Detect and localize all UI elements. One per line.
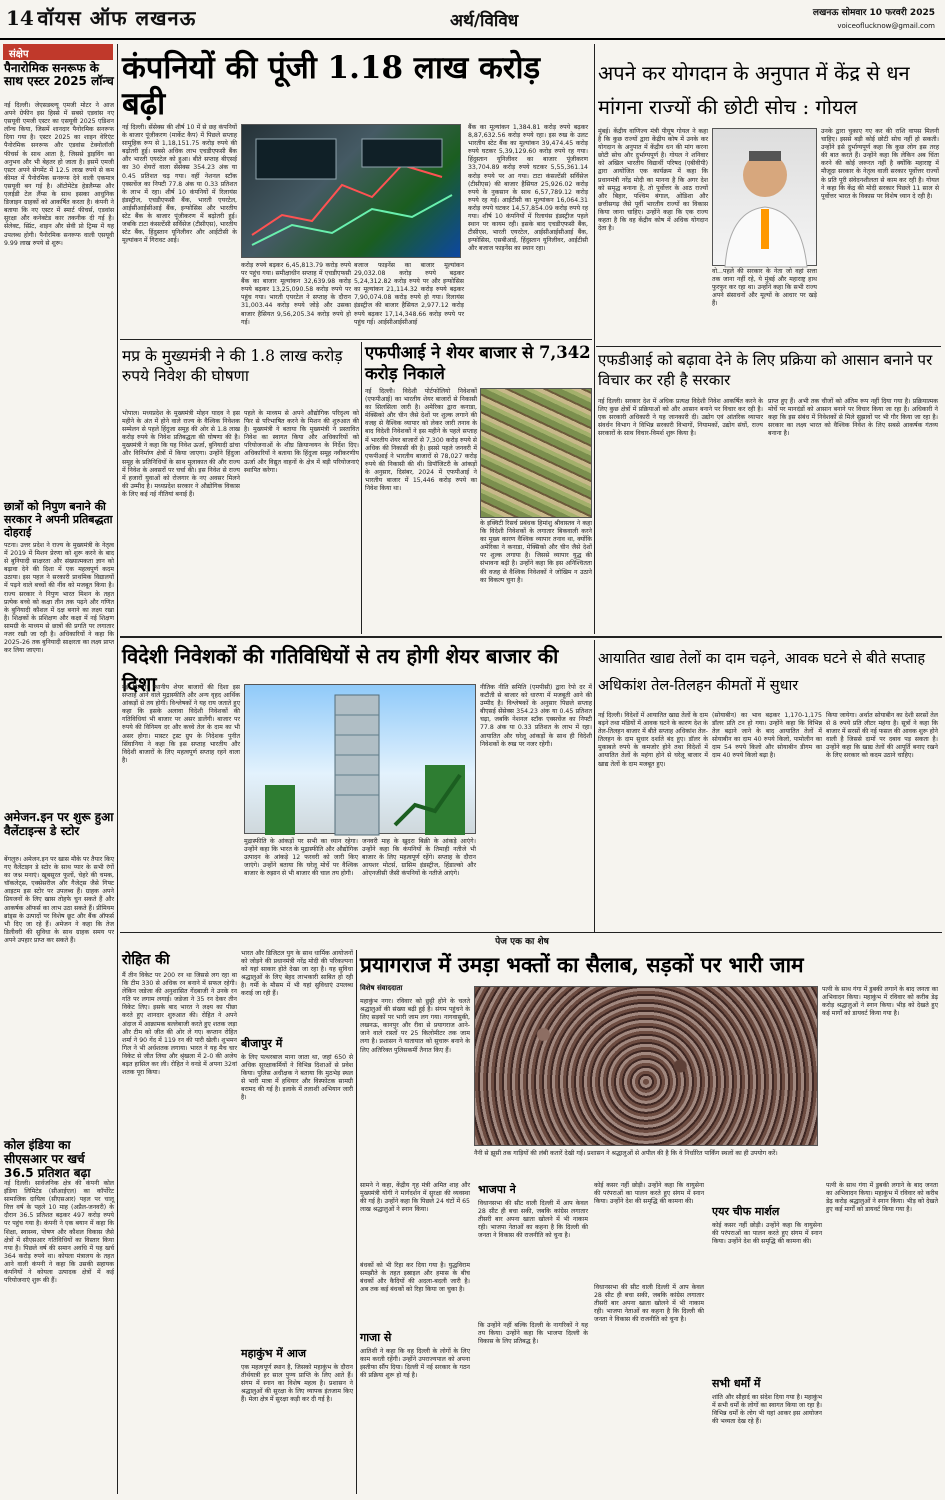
a2-rule [596,346,941,347]
a4-body: नई दिल्ली। विदेशी पोर्टफोलियो निवेशकों (एफपीआई) का भारतीय शेयर बाजारों से निकासी का सिलसिला जारी है। अमेरिका द्वारा कनाडा, मेक्सिको और चीन जैसे देशों पर शुल्क लगाने की वजह से वैश्विक व्यापार को लेकर जारी तनाव के बाद विदेशी निवेशकों ने इस महीने के पहले सप्ताह में भारतीय शेयर बाजारों से 7,300 करोड़ रुपये से अधिक की निकासी की है। इससे पहले जनवरी में एफपीआई ने भारतीय बाजारों से 78,027 करोड़ रुपये की निकासी की थी। डिपॉजिटरी के आंकड़ों के अनुसार, दिसंबर, 2024 में एफपीआई ने भारतीय बाजार में 15,446 करोड़ रुपये का निवेश किया था। [365,388,477,493]
sidebar-story-3-title: अमेजन.इन पर शुरू हुआ वैलेंटाइन्स डे स्टोर [4,810,114,838]
a9-body-10: शांति और सौहार्द का संदेश दिया गया है। महाकुंभ में सभी धर्मों के लोगों का स्वागत किया जा रहा है। विभिन्न धर्मों के लोग भी यहां आकर इस आयोजन की भव्यता देख रहे हैं। [712,1394,822,1426]
a1-body: नई दिल्ली। सेंसेक्स की शीर्ष 10 में से छह कंपनियों के बाजार पूंजीकरण (मार्केट कैप) में पिछले सप्ताह सामूहिक रूप से 1,18,151.75 करोड़ रुपये की बढ़ोतरी हुई। सबसे अधिक लाभ एचडीएफसी बैंक और भारती एयरटेल को हुआ। बीते सप्ताह बीएसई का 30 शेयरों वाला सेंसेक्स 354.23 अंक या 0.45 प्रतिशत चढ़ गया। वहीं नेशनल स्टॉक एक्सचेंज का निफ्टी 77.8 अंक या 0.33 प्रतिशत के लाभ में रहा। शीर्ष 10 कंपनियों में रिलायंस इंडस्ट्रीज, एचडीएफसी बैंक, भारती एयरटेल, आईसीआईसीआई बैंक, इन्फोसिस और भारतीय स्टेट बैंक के बाजार पूंजीकरण में बढ़ोतरी हुई। जबकि टाटा कंसल्टेंसी सर्विसेज (टीसीएस), भारतीय स्टेट बैंक, हिंदुस्तान यूनिलीवर और आईटीसी के मूल्यांकन में गिरावट आई। [122,124,237,245]
a2-goyal-portrait [712,128,817,266]
sidebar-story-2-body: पटना। उत्तर प्रदेश ने राज्य के मुख्यमंत्री के नेतृत्व में 2019 में मिशन प्रेरणा को शुरू करने के बाद से बुनियादी साक्षरता और संख्यात्मकता ज्ञान को बढ़ावा देने की दिशा में एक महत्वपूर्ण कदम उठाया। इस पहल ने सरकारी प्राथमिक विद्यालयों में पढ़ने वाले बच्चों की नींव को मजबूत किया है। राज्य सरकार ने निपुण भारत मिशन के तहत प्रत्येक बच्चे को कक्षा तीन तक पढ़ने और गणित के बुनियादी कौशल में दक्ष बनाने का लक्ष्य रखा है। शिक्षकों के प्रशिक्षण और कक्षा में नई शिक्षण सामग्री के माध्यम से छात्रों की प्रगति पर लगातार नजर रखी जा रही है। अधिकारियों ने कहा कि 2025-26 तक बुनियादी साक्षरता का लक्ष्य प्राप्त कर लिया जाएगा। [4,542,114,655]
a9-sub-air: एयर चीफ मार्शल [712,1205,780,1218]
a9-sub-sabhi: सभी धर्मों में [712,1377,761,1390]
a1-body-2: करोड़ रुपये बढ़कर 6,45,813.79 करोड़ रुपये पर पहुंच गया। समीक्षाधीन सप्ताह में एचडीएफसी बैंक का बाजार मूल्यांकन 32,639.98 करोड़ रुपये बढ़कर 13,25,090.58 करोड़ रुपये पर पहुंच गया। भारती एयरटेल ने सप्ताह के दौरान 31,003.44 करोड़ रुपये जोड़े और उसका बाजार हैसियत 9,56,205.34 करोड़ रुपये हो गई। [241,262,351,326]
a8-sub-bijapur: बीजापुर में [241,1037,283,1050]
a9-body-2b: पत्नी के साथ गंगा में डुबकी लगाने के बाद जनता का अभिवादन किया। महाकुंभ में रविवार को करीब डेढ़ करोड़ श्रद्धालुओं ने स्नान किया। भीड़ को देखते हुए कई मार्गों को डायवर्ट किया गया है। [826,1182,938,1214]
page-number: 14 [6,6,34,30]
a5-headline: एफडीआई को बढ़ावा देने के लिए प्रक्रिया को आसान बनाने पर विचार कर रही है सरकार [598,351,933,389]
a2-body: मुंबई। केंद्रीय वाणिज्य मंत्री पीयूष गोयल ने कहा है कि कुछ राज्यों द्वारा केंद्रीय कोष में उनके कर योगदान के अनुपात में केंद्रीय धन की मांग करना छोटी सोच और दुर्भाग्यपूर्ण है। गोयल ने शनिवार को अखिल भारतीय विद्यार्थी परिषद (एबीवीपी) द्वारा आयोजित एक कार्यक्रम में कहा कि प्रधानमंत्री नरेंद्र मोदी का मानना है कि अगर देश को समृद्ध बनाना है, तो पूर्वोत्तर के आठ राज्यों और बिहार, पश्चिम बंगाल, ओडिशा और छत्तीसगढ़ जैसे पूर्वी भारतीय राज्यों का विकास किया जाना चाहिए। उन्होंने कहा कि एक राज्य कहता है कि वह केंद्रीय कोष में अधिक योगदान देता है। [598,128,708,233]
a4-headline: एफपीआई ने शेयर बाजार से 7,342 करोड़ निकाले [365,343,591,383]
a6-body-2: मुद्रास्फीति के आंकड़ों पर सभी का ध्यान रहेगा। उन्होंने कहा कि भारत के मुद्रास्फीति और औद्योगिक उत्पादन के आंकड़े 12 फरवरी को जारी किए जाएंगे। उन्होंने बताया कि घरेलू मोर्चे पर वैश्विक बाजार के रुझान से भी बाजार की चाल तय होगी। [244,838,358,878]
header-masthead-block [6,4,196,31]
mid-rule [120,636,942,638]
sidebar-story-1-body: नई दिल्ली। जेएसडब्ल्यू एमजी मोटर ने आज अपने ग्रेफीन इस हिस्से में सबसे एडवांस नए एसयूवी एमजी एस्टर का एसयूवी 2025 एडिशन लॉन्च किया, जिसमें शानदार पैनोरमिक सनरूफ दिया गया है। एस्टर 2025 का शाइन वेरिएंट पैनोरमिक सनरूफ और एडवांस टेक्नोलॉजी फीचर्स के साथ आता है, जिससे ड्राइविंग का अनुभव और भी बेहतर हो जाता है। इसमें एमजी एस्टर अपने सेगमेंट में 12.5 लाख रुपये से कम कीमत में पैनोरमिक सनरूफ देने वाली एकमात्र एसयूवी बन गई है। ऑटोमेटेड हेडलैम्प्स और एलईडी टेल लैंप्स के साथ इसका आधुनिक डिजाइन ग्राहकों को आकर्षित करता है। कंपनी ने बताया कि नए एस्टर में स्मार्ट फीचर्स, एडवांस सुरक्षा और कनेक्टेड कार तकनीक दी गई है। सेलेक्ट, स्प्रिंट, शाइन और सेवी प्रो ट्रिम्स में यह उपलब्ध होगी। पैनोरमिक सनरूफ वाली एसयूवी 9.99 लाख रुपये से शुरू। [4,102,114,247]
sidebar-story-1-title: पैनारोमिक सनरूफ के साथ एस्टर 2025 लॉन्च [4,61,114,88]
a9-body-8: आतिशी ने कहा कि वह दिल्ली के लोगों के लिए काम करती रहेंगी। उन्होंने उपराज्यपाल को अपना इस्तीफा सौंप दिया। दिल्ली में नई सरकार के गठन की प्रक्रिया शुरू हो गई है। [360,1348,470,1380]
a5-body: नई दिल्ली। सरकार देश में अधिक प्रत्यक्ष विदेशी निवेश आकर्षित करने के लिए कुछ क्षेत्रों में प्रक्रियाओं को और आसान बनाने पर विचार कर रही है। एक सरकारी अधिकारी ने यह जानकारी दी। उद्योग एवं आंतरिक व्यापार संवर्धन विभाग ने विभिन्न सरकारी विभागों, नियामकों, उद्योग संघों, राज्य सरकारों के साथ विचार-विमर्श शुरू किया है। [598,398,763,438]
sidebar-story-3-body: बेंगलुरु। अमेजन.इन पर खास मौके पर तैयार किए गए वैलेंटाइन डे स्टोर के साथ प्यार के सभी रंगों का जश्न मनाएं। खूबसूरत फूलों, चेहरे की चमक, चॉकलेट्स, एक्सेसरीज और गैजेट्स जैसे गिफ्ट आइटम इस स्टोर पर उपलब्ध हैं। ग्राहक अपने प्रियजनों के लिए खास तोहफे चुन सकते हैं और आकर्षक ऑफर्स का लाभ उठा सकते हैं। प्रीमियम ब्रांड्स के उत्पादों पर विशेष छूट और बैंक ऑफर्स भी दिए जा रहे हैं। अमेजन ने कहा कि तेज डिलीवरी की सुविधा के साथ ग्राहक समय पर अपने उपहार प्राप्त कर सकते हैं। [4,856,114,944]
a9-body-9: कोई कसर नहीं छोड़ी। उन्होंने कहा कि वायुसेना की परंपराओं का पालन करते हुए संगम में स्नान किया। उन्होंने देश की समृद्धि की कामना की। [594,1182,704,1206]
a9-byline: विशेष संवाददाता [360,984,403,992]
a7-body-3: किया जायेगा। अर्थात सोयाबीन का देशी सरसों तेल से 8 रुपये प्रति लीटर महंगा है। सूत्रों ने कहा कि बाजार में सरसों की नई फसल की आवक शुरू होने वाली है जिससे दामों पर दबाव पड़ सकता है। उन्होंने कहा कि खाद्य तेलों की आपूर्ति बनाए रखने के लिए सरकार को कदम उठाने चाहिए। [826,712,938,760]
a8-sub-mahakumbh: महाकुंभ में आज [241,1347,307,1360]
continued-label: पेज एक का शेष [495,937,549,947]
a1-rule [120,339,592,340]
a9-headline: प्रयागराज में उमड़ा भक्तों का सैलाब, सड़कों पर भारी जाम [360,952,804,977]
page-header [0,0,945,40]
a6-body-3: जनवरी माह के खुदरा बिक्री के आंकड़े आएंगे। उन्होंने कहा कि कंपनियों के तिमाही नतीजे भी बाजार के लिए महत्वपूर्ण रहेंगे। सप्ताह के दौरान आयशर मोटर्स, ग्रासिम इंडस्ट्रीज, हिंडाल्को और ओएनजीसी जैसी कंपनियों के नतीजे आएंगे। [362,838,476,878]
a3-body: भोपाल। मध्यप्रदेश के मुख्यमंत्री मोहन यादव ने इस महीने के अंत में होने वाले राज्य के वैश्विक निवेशक सम्मेलन से पहले हिंदुजा समूह की ओर से 1.8 लाख करोड़ रुपये के निवेश प्रतिबद्धता की घोषणा की है। मुख्यमंत्री ने कहा कि यह निवेश ऊर्जा, बुनियादी ढांचा और विनिर्माण क्षेत्रों में किया जाएगा। उन्होंने हिंदुजा समूह के प्रतिनिधियों के साथ मुलाकात की और राज्य में निवेश के अवसरों पर चर्चा की। इस निवेश से राज्य में हजारों युवाओं को रोजगार के नए अवसर मिलने की उम्मीद है। मध्यप्रदेश सरकार ने औद्योगिक विकास के लिए कई नई नीतियां बनाई हैं। [122,410,240,498]
a9-sub-gaja: गाजा से [360,1331,392,1344]
a9-body-3: नैनी से झूसी तक गाड़ियों की लंबी कतारें देखी गईं। प्रशासन ने श्रद्धालुओं से अपील की है कि वे निर्धारित पार्किंग स्थलों का ही उपयोग करें। [474,1150,778,1157]
sidebar-label: संक्षेप [3,44,113,60]
a9-body: महाकुंभ नगर। रविवार को छुट्टी होने के चलते श्रद्धालुओं की संख्या बढ़ी हुई है। संगम पहुंचने के लिए सड़कों पर भारी जाम लग गया। नागवासुकी, लखनऊ, कानपुर और रीवा से प्रयागराज आने-जाने वाले रास्तों पर 25 किलोमीटर तक जाम लगा है। प्रशासन ने यातायात को सुचारू बनाने के लिए अतिरिक्त पुलिसकर्मी तैनात किए हैं। [360,998,470,1054]
a6-bse-building-photo [244,684,476,834]
a7-headline: आयातित खाद्य तेलों का दाम चढ़ने, आवक घटने से बीते सप्ताह अधिकांश तेल-तिलहन कीमतों में सुधार [598,651,926,694]
sidebar-divider [117,44,118,1494]
a2-headline: अपने कर योगदान के अनुपात में केंद्र से धन मांगना राज्यों की छोटी सोच : गोयल [598,61,910,119]
sidebar-story-4-title: कोल इंडिया का सीएसआर पर खर्च 36.5 प्रतिशत बढ़ा [4,1138,91,1180]
currency-notes-icon [481,389,591,517]
bull-building-icon [245,685,477,835]
section-title: अर्थ/विविध [450,11,519,31]
sidebar-story-2-title: छात्रों को निपुण बनाने की सरकार ने अपनी प्रतिबद्धता दोहराई [4,500,113,539]
a8-body-3: के लिए पत्थरबाज माना जाता था, जहां 650 से अधिक सुरक्षाकर्मियों ने विभिन्न दिशाओं से प्रवेश किया। पुलिस अधीक्षक ने बताया कि मुठभेड़ स्थल से भारी मात्रा में हथियार और विस्फोटक सामग्री बरामद की गई है। इलाके में तलाशी अभियान जारी है। [241,1054,353,1102]
a8-body-4: एक महत्वपूर्ण स्थान है, जिसको महाकुंभ के दौरान तीर्थयात्री हर साल पुण्य प्राप्ति के लिए आते हैं। संगम में स्नान का विशेष महत्व है। प्रशासन ने श्रद्धालुओं की सुरक्षा के लिए व्यापक इंतजाम किए हैं। मेला क्षेत्र में सुरक्षा कड़ी कर दी गई है। [241,1364,353,1404]
a9-body-4: सामने ने कहा, केंद्रीय गृह मंत्री अमित शाह और मुख्यमंत्री योगी ने मार्गदर्शन में सुरक्षा की व्यवस्था की गई है। उन्होंने कहा कि पिछले 24 घंटों में 65 लाख श्रद्धालुओं ने स्नान किया। [360,1182,470,1214]
a6-body: नई दिल्ली। स्थानीय शेयर बाजारों की दिशा इस सप्ताह आने वाले मुद्रास्फीति और अन्य वृहद आर्थिक आंकड़ों से तय होगी। विश्लेषकों ने यह राय जताते हुए कहा कि इसके अलावा विदेशी निवेशकों की गतिविधियां भी बाजार पर असर डालेंगी। बाजार पर रुपये की विनिमय दर और कच्चे तेल के दाम का भी असर होगा। मास्टर ट्रस्ट ग्रुप के निदेशक पुनीत सिंघानिया ने कहा कि इस सप्ताह भारतीय और विदेशी बाजारों के लिए महत्वपूर्ण सप्ताह रहने वाला है। [122,684,240,764]
a4-currency-photo [480,388,592,518]
a8-body-2: भारत और डिजिटल युग के साथ धार्मिक आयोजनों को जोड़ने की प्रधानमंत्री नरेंद्र मोदी की परिकल्पना को यहां साकार होते देखा जा रहा है। यह सुविधा श्रद्धालुओं के लिए बेहद लाभकारी साबित हो रही है। गर्मी के मौसम में भी यहां सुविधाएं उपलब्ध कराई जा रही हैं। [241,950,353,998]
a2-body-3: उनके द्वारा चुकाए गए कर की राशि वापस मिलनी चाहिए। इससे बड़ी कोई छोटी सोच नहीं हो सकती। उन्होंने इसे दुर्भाग्यपूर्ण कहा कि कुछ लोग इस तरह की बात करते हैं। उन्होंने कहा कि लेकिन अब चिंता करने की कोई जरूरत नहीं है क्योंकि महाराष्ट्र में मौजूदा सरकार के नेतृत्व वाली सरकार पूर्वोत्तर राज्यों के प्रति पूरी संवेदनशीलता से काम कर रही है। गोयल ने कहा कि केंद्र की मोदी सरकार पिछले 11 साल से पूर्वोत्तर भारत के विकास पर विशेष ध्यान दे रही है। [821,128,939,200]
lower-divider [120,932,942,933]
column-divider [594,44,595,634]
a1-headline: कंपनियों की पूंजी 1.18 लाख करोड़ बढ़ी [122,50,541,122]
a2-body-2: वो...पहले की सरकार के नेता जो वहां सत्ता तक जाना नहीं रहे, ये मुंबई और महाराष्ट्र हाथ फुरफुर कर रहा था। उन्होंने कहा कि सभी राज्य अपने संसाधनों और मूल्यों के आधार पर खड़े हैं। [712,268,817,308]
website: voiceoflucknow@gmail.com [837,22,935,30]
a1-stock-exchange-photo [241,124,461,258]
a7-body: नई दिल्ली। विदेशों में आयातित खाद्य तेलों के दाम बढ़ने तथा मंडियों में आवक घटने के कारण देश के तेल-तिलहन बाजार में बीते सप्ताह अधिकांश तेल-तिलहन के दाम सुधार दर्शाते बंद हुए। डॉलर के मुकाबले रुपये के कमजोर होने तथा विदेशों में आयातित तेलों के महंगा होने से घरेलू बाजार में खाद्य तेलों के दाम मजबूत हुए। [598,712,708,768]
a9-body-5b: विधानसभा की सीट वाली दिल्ली में आप केवल 28 सीट ही बचा सकी, जबकि कांग्रेस लगातार तीसरी बार अपना खाता खोलने में भी नाकाम रही। भाजपा नेताओं का कहना है कि दिल्ली की जनता ने विकास की राजनीति को चुना है। [594,1284,704,1324]
crowd-icon [475,987,817,1145]
masthead: वॉयस ऑफ लखनऊ [37,6,197,30]
a8-headline: रोहित की [122,952,170,968]
a1-body-4: बैंक का मूल्यांकन 1,384.81 करोड़ रुपये बढ़कर 8,87,632.56 करोड़ रुपये रहा। इस रुख के उलट भारतीय स्टेट बैंक का मूल्यांकन 39,474.45 करोड़ रुपये घटकर 5,39,129.60 करोड़ रुपये रह गया। हिंदुस्तान यूनिलीवर का बाजार पूंजीकरण 33,704.89 करोड़ रुपये घटकर 5,55,361.14 करोड़ रुपये पर आ गया। टाटा कंसल्टेंसी सर्विसेज (टीसीएस) की बाजार हैसियत 25,926.02 करोड़ रुपये के नुकसान के साथ 6,57,789.12 करोड़ रुपये रह गई। आईटीसी का मूल्यांकन 16,064.31 करोड़ रुपये घटकर 14,57,854.09 करोड़ रुपये रह गया। शीर्ष 10 कंपनियों में रिलायंस इंडस्ट्रीज पहले स्थान पर कायम रही। इसके बाद एचडीएफसी बैंक, टीसीएस, भारती एयरटेल, आईसीआईसीआई बैंक, इन्फोसिस, एसबीआई, हिंदुस्तान यूनिलीवर, आईटीसी और बजाज फाइनेंस का स्थान रहा। [468,124,588,253]
sidebar-story-4-body: नई दिल्ली। सार्वजनिक क्षेत्र की कंपनी कोल इंडिया लिमिटेड (सीआईएल) का कॉर्पोरेट सामाजिक दायित्व (सीएसआर) पहल पर चालू वित्त वर्ष के पहले 10 माह (अप्रैल-जनवरी) के दौरान 36.5 प्रतिशत बढ़कर 497 करोड़ रुपये पर पहुंच गया है। कंपनी ने एक बयान में कहा कि शिक्षा, स्वास्थ्य, पोषण और कौशल विकास जैसे क्षेत्रों में सीएसआर गतिविधियों का विस्तार किया गया है। पिछले वर्ष की समान अवधि में यह खर्च 364 करोड़ रुपये था। कोयला मंत्रालय के तहत आने वाली कंपनी ने कहा कि उसकी सहायक कंपनियों ने कोयला उत्पादक क्षेत्रों में कई परियोजनाएं शुरू की हैं। [4,1180,114,1285]
a9-crowd-photo [474,986,818,1146]
a9-body-5: विधानसभा की सीट वाली दिल्ली में आप केवल 28 सीट ही बचा सकी, जबकि कांग्रेस लगातार तीसरी बार अपना खाता खोलने में भी नाकाम रही। भाजपा नेताओं का कहना है कि दिल्ली की जनता ने विकास की राजनीति को चुना है। [478,1200,588,1240]
a9-body-6: कि उन्होंने नहीं बल्कि दिल्ली के नागरिकों ने यह तय किया। उन्होंने कहा कि भाजपा दिल्ली के विकास के लिए प्रतिबद्ध है। [478,1322,588,1346]
person-portrait-icon [713,129,818,267]
a9-body-2: पत्नी के साथ गंगा में डुबकी लगाने के बाद जनता का अभिवादन किया। महाकुंभ में रविवार को करीब डेढ़ करोड़ श्रद्धालुओं ने स्नान किया। भीड़ को देखते हुए कई मार्गों को डायवर्ट किया गया है। [822,986,938,1018]
a6-body-4: नीतिक नीति समिति (एमपीसी) द्वारा रेपो दर में कटौती से बाजार को धारणा में मजबूती आने की उम्मीद है। विश्लेषकों के अनुसार पिछले सप्ताह बीएसई सेंसेक्स 354.23 अंक या 0.45 प्रतिशत चढ़ा, जबकि नेशनल स्टॉक एक्सचेंज का निफ्टी 77.8 अंक या 0.33 प्रतिशत के लाभ में रहा। आयातित और घरेलू आंकड़ों के साथ ही विदेशी निवेशकों के रुख पर नजर रहेगी। [480,684,592,748]
a7-body-2: (सोयाबीन) का भाव बढ़कर 1,170-1,175 डॉलर प्रति टन हो गया। उन्होंने कहा कि विभिन्न तेल बढ़ाने जाने के बाद आयातित तेलों में सोयाबीन का दाम 40 रुपये किलो, पामोलीन का दाम 54 रुपये किलो और सोयाबीन डीगम का दाम 40 रुपये किलो बढ़ा है। [712,712,822,760]
a3-headline: मप्र के मुख्यमंत्री ने की 1.8 लाख करोड़ रुपये निवेश की घोषणा [122,347,343,385]
a1-body-3: बजाज फाइनेंस का बाजार मूल्यांकन 29,032.08 करोड़ रुपये बढ़कर 5,24,312.82 करोड़ रुपये पर और इन्फोसिस का मूल्यांकन 21,114.32 करोड़ रुपये बढ़कर 7,90,074.08 करोड़ रुपये हो गया। रिलायंस इंडस्ट्रीज की बाजार हैसियत 2,977.12 करोड़ रुपये बढ़कर 17,14,348.66 करोड़ रुपये पर पहुंच गई। आईसीआईसीआई [354,262,464,326]
a6-divider [594,640,595,932]
monitor-graph-icon [242,125,462,259]
a3-divider [361,342,362,634]
a3-body-2: पहले के माध्यम से अपने औद्योगिक परिदृश्य को फिर से परिभाषित करने के मिशन की शुरुआत की है। मुख्यमंत्री ने बताया कि मुख्यमंत्री ने प्रस्तावित निवेश का स्वागत किया और अधिकारियों को परियोजनाओं के शीघ्र क्रियान्वयन के निर्देश दिए। अधिकारियों ने बताया कि हिंदुजा समूह नवीकरणीय ऊर्जा और विद्युत वाहनों के क्षेत्र में बड़ी परियोजनाएं स्थापित करेगा। [244,410,359,474]
a9-body-9b: कोई कसर नहीं छोड़ी। उन्होंने कहा कि वायुसेना की परंपराओं का पालन करते हुए संगम में स्नान किया। उन्होंने देश की समृद्धि की कामना की। [712,1222,822,1246]
a8-divider [356,950,357,1494]
a5-body-2: प्राप्त हुए हैं। अभी तक चीजों को अंतिम रूप नहीं दिया गया है। प्रक्रियात्मक मोर्चे पर मानदंडों को आसान बनाने पर विचार किया जा रहा है। अधिकारी ने कहा कि इस संबंध में निवेशकों से मिले सुझावों पर भी गौर किया जा रहा है। सरकार का लक्ष्य भारत को वैश्विक निवेश के लिए सबसे आकर्षक गंतव्य बनाना है। [768,398,938,438]
a8-body: मैं तीन विकेट पर 200 रन था जिससे लग रहा था कि टीम 330 से अधिक रन बनाने में सफल रहेगी। लेकिन जडेजा की अनुशासित गेंदबाजी ने उनके रन गति पर लगाम लगाई। जडेजा ने 35 रन देकर तीन विकेट लिए। इसके बाद भारत ने लक्ष्य का पीछा करते हुए शानदार शुरुआत की। रोहित ने अपने अंदाज में आक्रामक बल्लेबाजी करते हुए शतक जड़ा और टीम को जीत की ओर ले गए। कप्तान रोहित शर्मा ने 90 गेंद में 119 रन की पारी खेली। शुभमन गिल ने भी अर्धशतक लगाया। भारत ने यह मैच चार विकेट से जीत लिया और श्रृंखला में 2-0 की अजेय बढ़त हासिल कर ली। रोहित ने वनडे में अपना 32वां शतक पूरा किया। [122,972,237,1077]
a9-sub-bhajpa: भाजपा ने [478,1183,516,1196]
dateline: लखनऊ सोमवार 10 फरवरी 2025 [812,8,935,18]
a4-body-2: के इक्विटी रिसर्च प्रबंधक हिमांशु श्रीवास्तव ने कहा कि विदेशी निवेशकों के लगातार बिकवाली करने का मुख्य कारण वैश्विक व्यापार तनाव था, क्योंकि अमेरिका ने कनाडा, मेक्सिको और चीन जैसे देशों पर शुल्क लगाया है। जिससे व्यापार युद्ध की संभावना बढ़ी है। उन्होंने कहा कि इस अनिश्चितता की वजह से वैश्विक निवेशकों ने जोखिम न उठाने का विकल्प चुना है। [480,520,592,584]
a6-headline: विदेशी निवेशकों की गतिविधियों से तय होगी शेयर बाजार की दिशा [122,644,559,696]
a9-body-7: बंधकों को भी रिहा कर दिया गया है। युद्धविराम समझौते के तहत इस्राइल और हमास के बीच बंधकों और कैदियों की अदला-बदली जारी है। अब तक कई बंधकों को रिहा किया जा चुका है। [360,1262,470,1294]
